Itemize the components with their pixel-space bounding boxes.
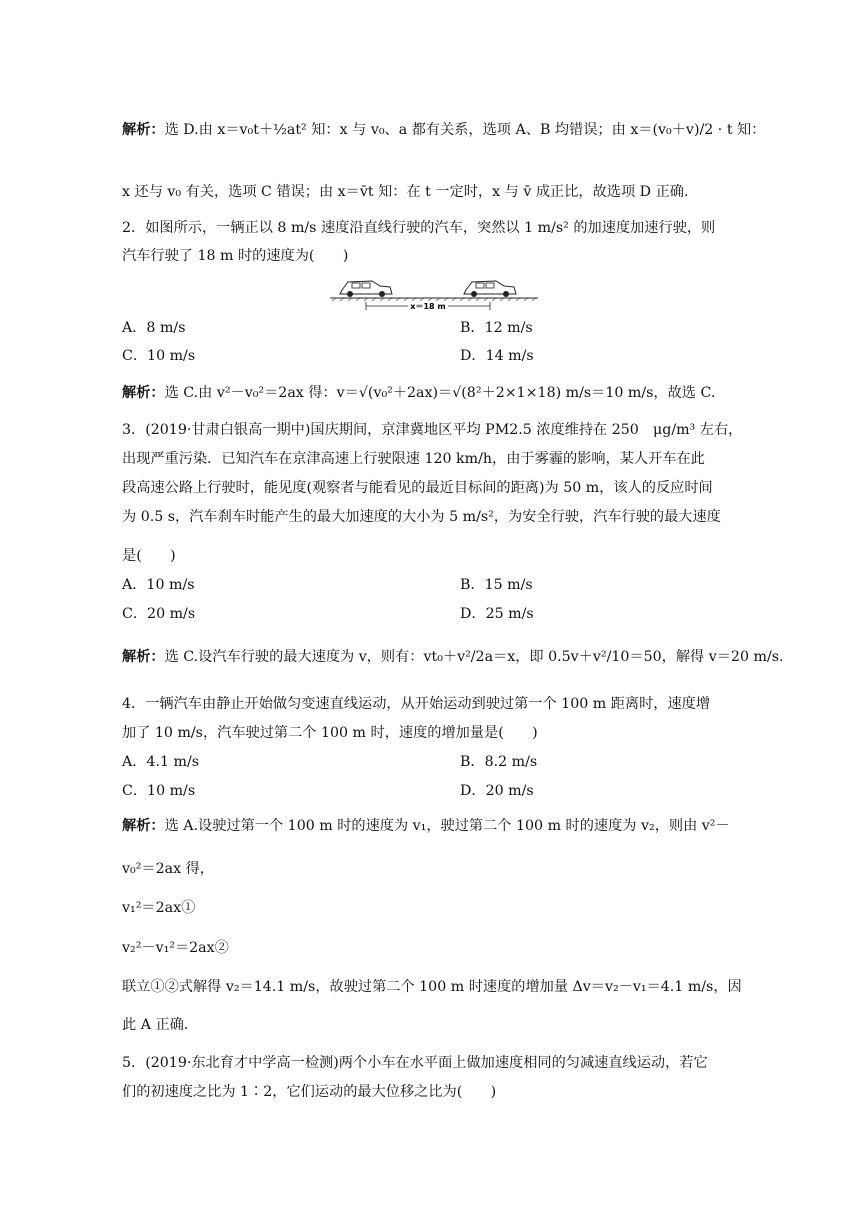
q3-stem-line-2: 出现严重污染．已知汽车在京津高速上行驶限速 120 km/h，由于雾霾的影响，某人开车在此 [122,451,705,467]
q3-option-d: D．25 m/s [460,606,534,622]
q3-stem-line-5: 是( ) [122,548,176,564]
q3-option-a: A．10 m/s [122,577,195,593]
q5-stem-line-1: 5．(2019·东北育才中学高一检测)两个小车在水平面上做加速度相同的匀减速直线运动，若它 [122,1055,708,1071]
distance-label: x＝18 m [410,302,446,311]
ground-line [330,298,538,301]
q3-stem-line-1: 3．(2019·甘肃白银高一期中)国庆期间，京津冀地区平均 PM2.5 浓度维持在 250 μg/m³ 左右， [122,422,743,438]
q2-option-a: A．8 m/s [122,320,186,336]
q4-stem-line-2: 加了 10 m/s，汽车驶过第二个 100 m 时，速度的增加量是( ) [122,725,538,741]
q4-answer-line-1: 解析：选 A.设驶过第一个 100 m 时的速度为 v₁，驶过第二个 100 m 时的速度为 v₂，则由 v²－ [122,818,730,834]
q3-option-c: C．20 m/s [122,606,196,622]
q4-equation-2: v₂²－v₁²＝2ax② [122,940,229,956]
q4-option-a: A．4.1 m/s [122,754,200,770]
q4-stem-line-1: 4．一辆汽车由静止开始做匀变速直线运动，从开始运动到驶过第一个 100 m 距离时，速度增 [122,696,711,712]
car-start-icon [340,281,392,297]
q3-option-b: B．15 m/s [460,577,533,593]
q5-stem-line-2: 们的初速度之比为 1∶2，它们运动的最大位移之比为( ) [122,1084,497,1100]
q1-answer-line-1: 解析：选 D.由 x＝v₀t＋½at² 知：x 与 v₀、a 都有关系，选项 A、B 均错误；由 x＝(v₀＋v)/2 · t 知： [122,122,766,138]
q2-option-c: C．10 m/s [122,348,196,364]
q2-stem-line-2: 汽车行驶了 18 m 时的速度为( ) [122,248,349,264]
q2-stem-line-1: 2．如图所示，一辆正以 8 m/s 速度沿直线行驶的汽车，突然以 1 m/s² 的加速度加速行驶，则 [122,220,716,236]
q3-stem-line-4: 为 0.5 s，汽车刹车时能产生的最大加速度的大小为 5 m/s²，为安全行驶，汽车行驶的最大速度 [122,509,721,525]
q2-option-b: B．12 m/s [460,320,533,336]
q2-answer: 解析：选 C.由 v²－v₀²＝2ax 得：v＝√(v₀²＋2ax)＝√(8²＋2×1×18) m/s＝10 m/s，故选 C. [122,385,716,401]
q3-answer: 解析：选 C.设汽车行驶的最大速度为 v，则有：vt₀＋v²/2a＝x，即 0.5v＋v²/10＝50，解得 v＝20 m/s. [122,649,784,665]
q4-answer-line-4: 此 A 正确. [122,1017,189,1033]
q4-option-c: C．10 m/s [122,783,196,799]
car-motion-figure [330,270,538,312]
q4-option-b: B．8.2 m/s [460,754,538,770]
distance-marker [366,302,490,311]
q2-option-d: D．14 m/s [460,348,534,364]
q4-answer-line-2: v₀²＝2ax 得， [122,861,214,877]
q4-equation-1: v₁²＝2ax① [122,900,196,916]
q4-option-d: D．20 m/s [460,783,534,799]
q1-answer-line-2: x 还与 v₀ 有关，选项 C 错误；由 x＝v̄t 知：在 t 一定时，x 与 v̄ 成正比，故选项 D 正确. [122,184,689,200]
q3-stem-line-3: 段高速公路上行驶时，能见度(观察者与能看见的最近目标间的距离)为 50 m，该人的反应时间 [122,480,713,496]
car-end-icon [464,281,516,297]
q4-answer-line-3: 联立①②式解得 v₂＝14.1 m/s，故驶过第二个 100 m 时速度的增加量 Δv＝v₂－v₁＝4.1 m/s，因 [122,979,742,995]
